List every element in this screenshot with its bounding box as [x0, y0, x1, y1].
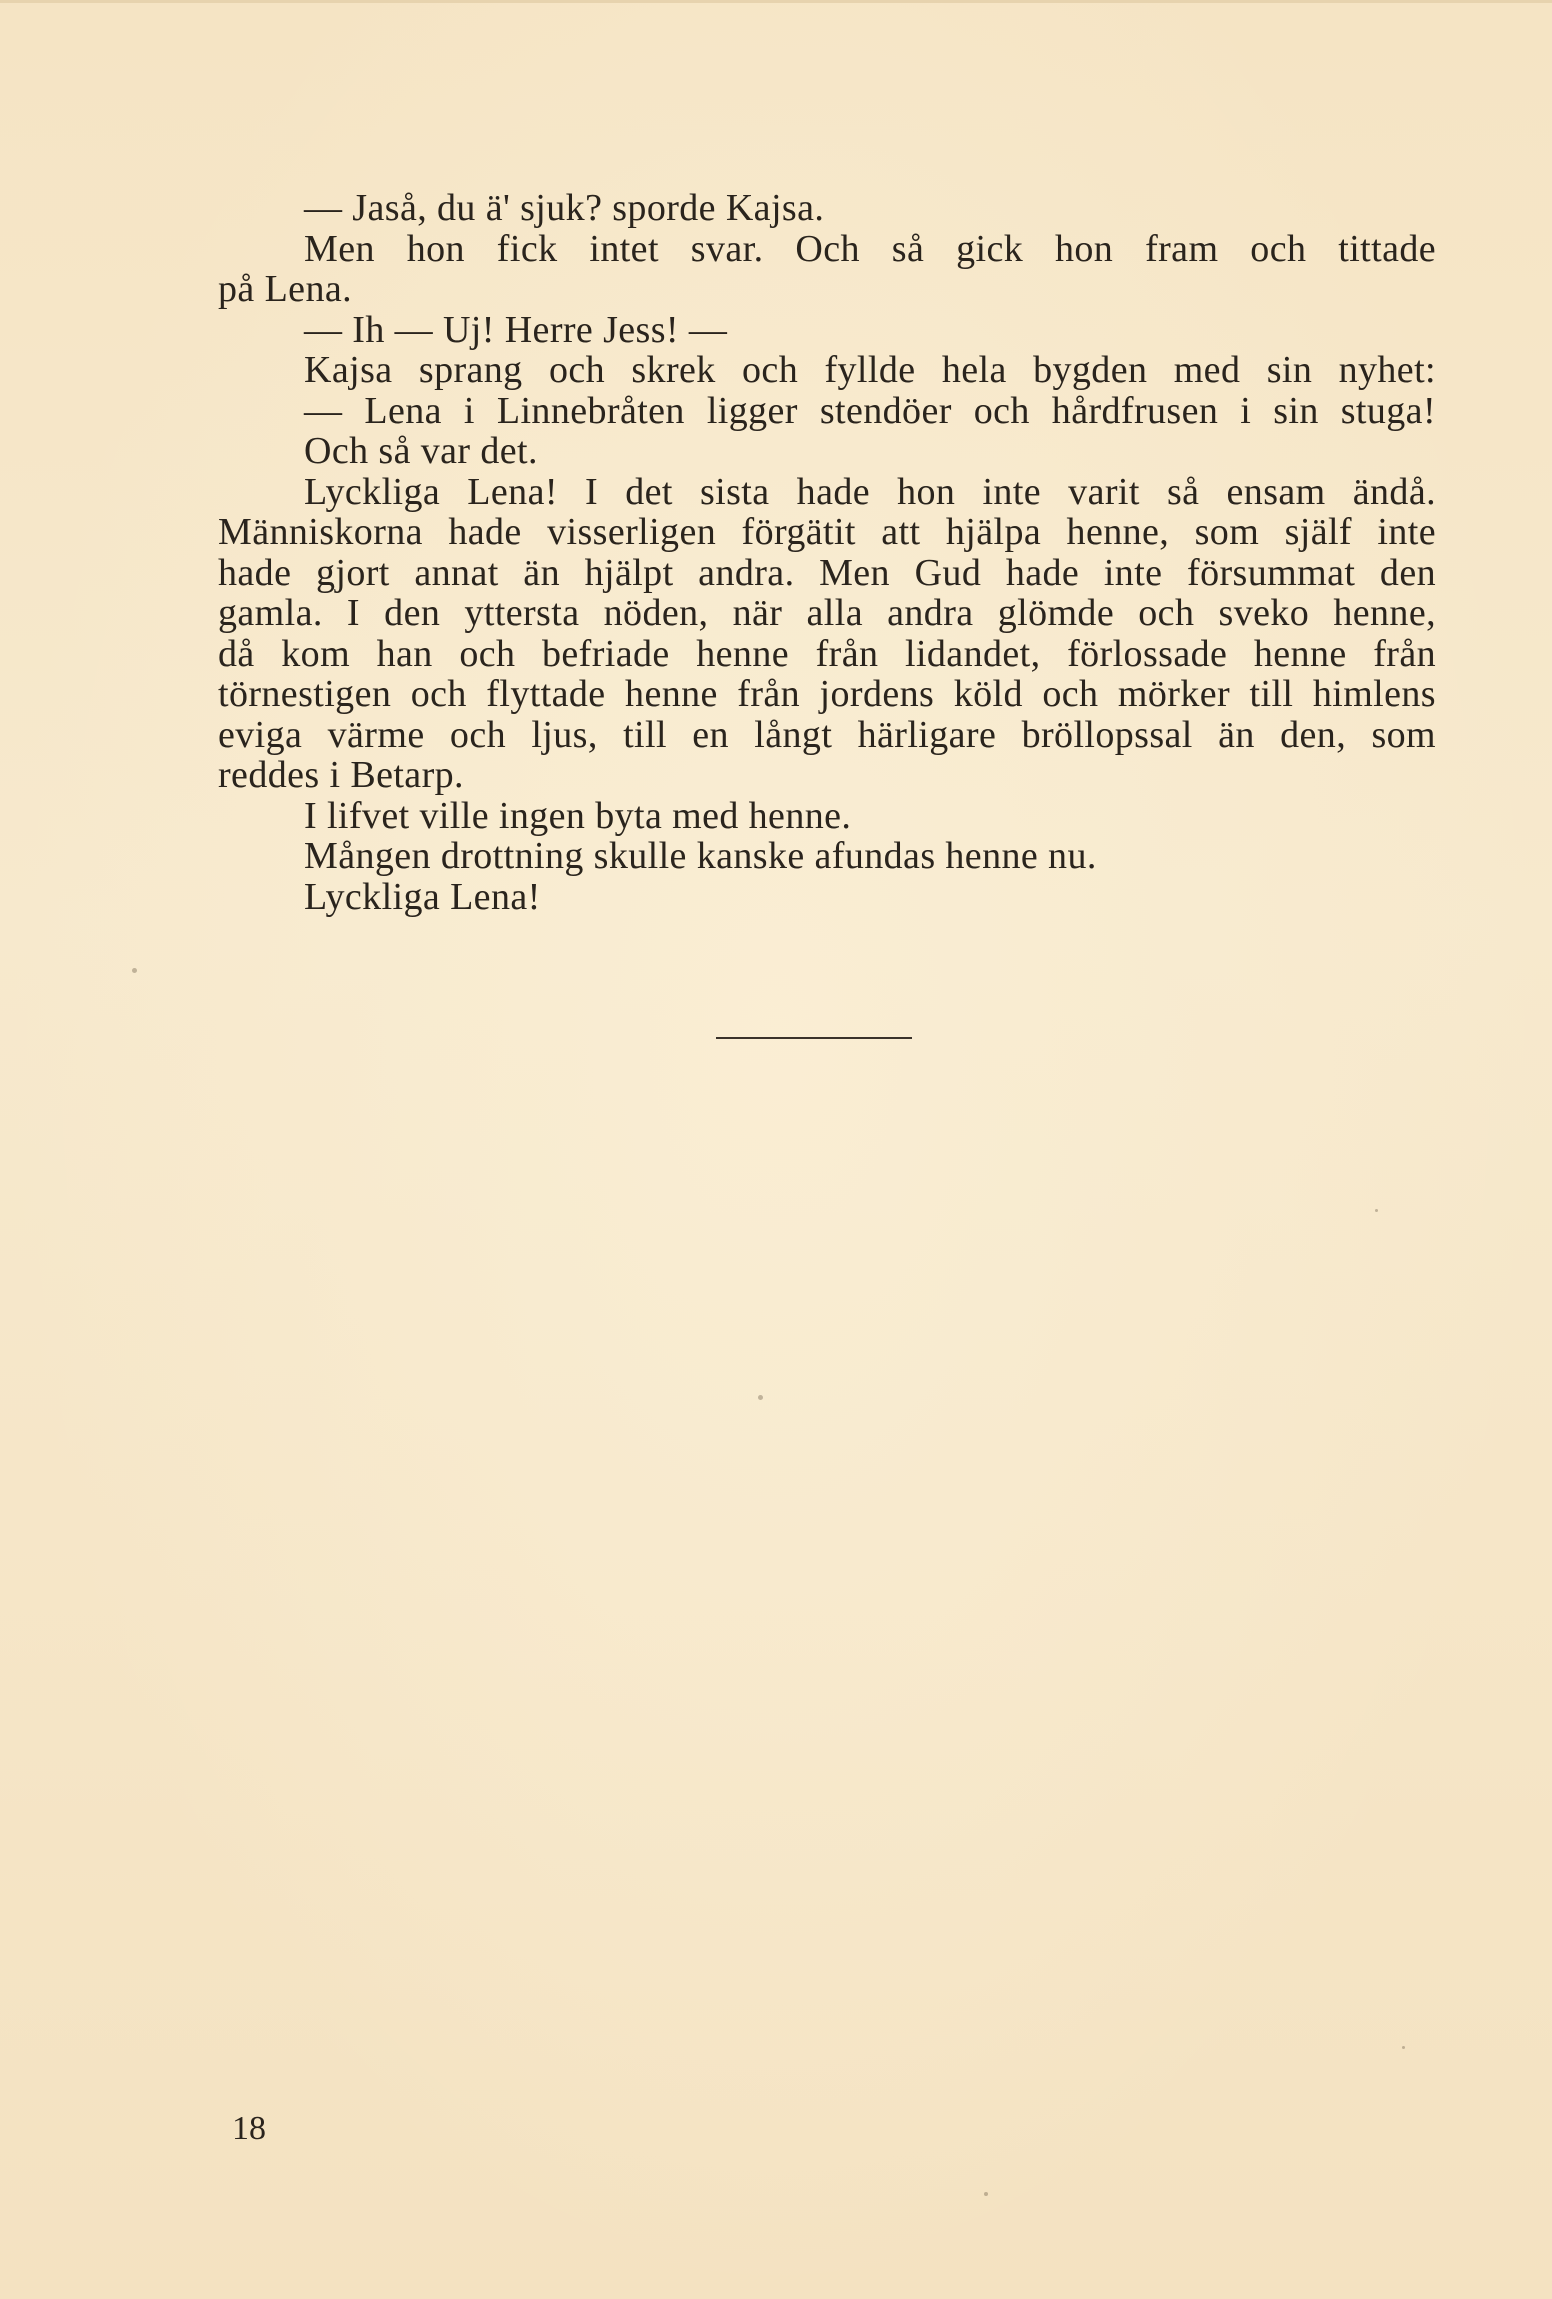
text-line: då kom han och befriade henne från lidandet, förlossade henne från	[218, 632, 1436, 675]
paper-speck	[758, 1395, 763, 1400]
text-line: Men hon fick intet svar. Och så gick hon fram och tittade	[304, 227, 1436, 270]
page-top-edge	[0, 0, 1552, 3]
text-line: gamla. I den yttersta nöden, när alla andra glömde och sveko henne,	[218, 592, 1436, 634]
text-line: törnestigen och flyttade henne från jordens köld och mörker till himlens	[218, 673, 1436, 715]
text-line: I lifvet ville ingen byta med henne.	[304, 794, 852, 837]
text-line: — Jaså, du ä' sjuk? sporde Kajsa.	[304, 187, 825, 229]
paper-speck	[1402, 2046, 1405, 2049]
text-line: — Ih — Uj! Herre Jess! —	[304, 308, 728, 351]
text-line: — Lena i Linnebråten ligger stendöer och hårdfrusen i sin stuga!	[304, 389, 1436, 432]
text-line: på Lena.	[218, 268, 353, 310]
text-line: Kajsa sprang och skrek och fyllde hela bygden med sin nyhet:	[304, 349, 1436, 391]
paper-speck	[984, 2192, 988, 2196]
story-text	[218, 188, 1436, 917]
text-line: Och så var det.	[304, 430, 538, 472]
section-separator-rule	[716, 1037, 912, 1039]
text-line: Lyckliga Lena!	[304, 875, 541, 918]
page-number: 18	[232, 2110, 266, 2147]
text-line: hade gjort annat än hjälpt andra. Men Gud hade inte försummat den	[218, 551, 1436, 594]
text-line: Mången drottning skulle kanske afundas henne nu.	[304, 835, 1097, 877]
text-line: eviga värme och ljus, till en långt härligare bröllopssal än den, som	[218, 713, 1436, 756]
paper-speck	[1375, 1209, 1378, 1212]
paper-speck	[132, 968, 137, 973]
text-line: Människorna hade visserligen förgätit att hjälpa henne, som själf inte	[218, 511, 1436, 553]
text-line: reddes i Betarp.	[218, 754, 464, 796]
text-line: Lyckliga Lena! I det sista hade hon inte varit så ensam ändå.	[304, 470, 1436, 513]
